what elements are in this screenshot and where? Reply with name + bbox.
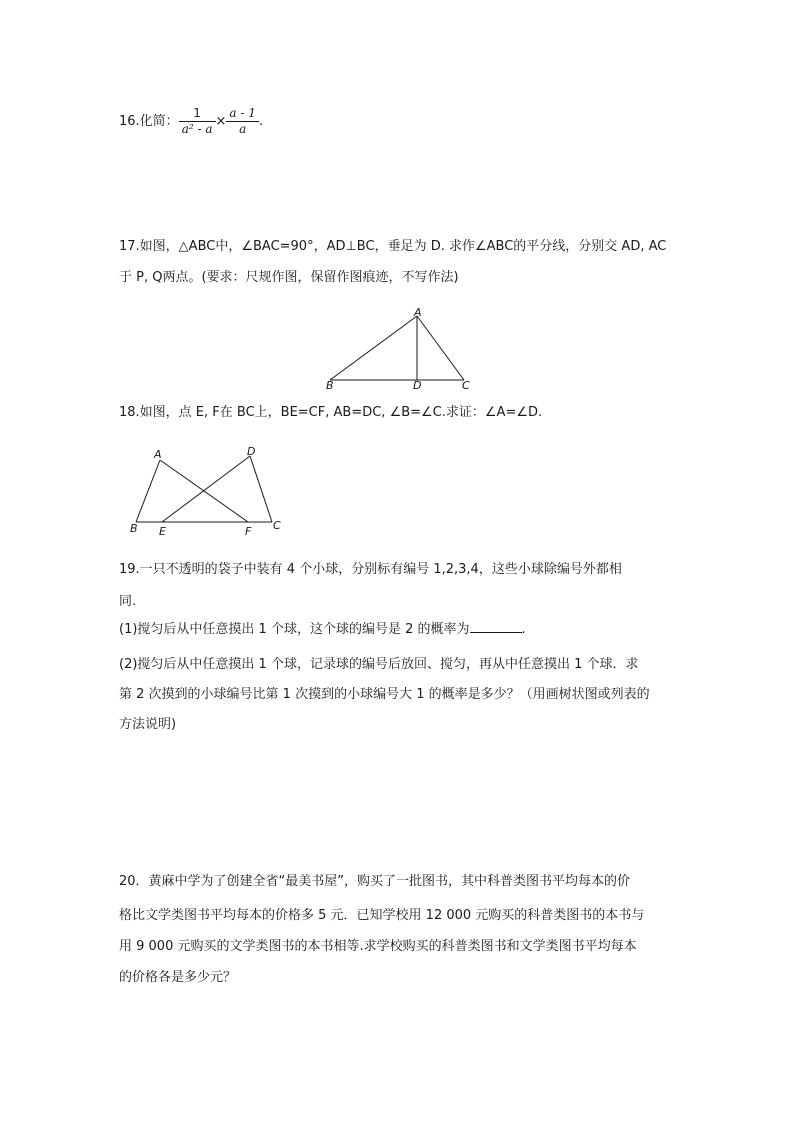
times-sign: × <box>215 114 227 129</box>
label-f: F <box>245 525 252 538</box>
question-16 <box>119 106 263 137</box>
label-b: B <box>326 379 334 390</box>
figure-18-crossed-triangles <box>126 444 286 540</box>
label-b: B <box>130 522 138 535</box>
question-20-line-1: 20．黄麻中学为了创建全省“最美书屋”，购买了一批图书，其中科普类图书平均每本的价 <box>119 874 631 889</box>
fraction-1-denominator: a² - a <box>181 122 213 136</box>
label-a: A <box>154 448 162 461</box>
fraction-2-numerator: a - 1 <box>226 106 258 122</box>
side-ac <box>417 316 464 380</box>
question-20-line-2: 格比文学类图书平均每本的价格多 5 元．已知学校用 12 000 元购买的科普类图书的本书与 <box>119 908 645 923</box>
fraction-1-numerator: 1 <box>179 106 216 122</box>
label-e: E <box>159 525 166 538</box>
q16-prefix: 16.化简： <box>119 114 179 129</box>
segment-de <box>162 456 250 522</box>
answer-blank <box>470 620 522 633</box>
question-19-part-1 <box>119 620 526 640</box>
label-c: C <box>273 519 281 532</box>
question-19-line-1: 19.一只不透明的袋子中装有 4 个小球，分别标有编号 1,2,3,4，这些小球除编号外都相 <box>119 562 622 577</box>
label-c: C <box>462 379 470 390</box>
question-19-line-2: 同. <box>119 594 137 609</box>
fraction-2 <box>226 106 258 137</box>
label-d: D <box>247 445 256 458</box>
fraction-2-denominator: a <box>239 122 247 136</box>
label-a: A <box>414 306 422 319</box>
part-1-period: . <box>521 622 526 637</box>
question-20-line-3: 用 9 000 元购买的文学类图书的本书相等.求学校购买的科普类图书和文学类图书平均每本 <box>119 939 637 954</box>
figure-17-triangle <box>320 304 480 390</box>
side-ab <box>330 316 417 380</box>
segment-ab <box>136 460 160 522</box>
question-19-part-2-line-2: 第 2 次摸到的小球编号比第 1 次摸到的小球编号大 1 的概率是多少？（用画树状图或列表的 <box>119 687 650 702</box>
part-1-text: (1)搅匀后从中任意摸出 1 个球，这个球的编号是 2 的概率为 <box>119 622 470 637</box>
label-d: D <box>413 379 422 390</box>
question-17-line-1: 17.如图，△ABC中，∠BAC=90°，AD⊥BC，垂足为 D. 求作∠ABC的平分线，分别交 AD, AC <box>119 239 667 254</box>
segment-dc <box>250 456 272 522</box>
fraction-1 <box>179 106 216 137</box>
question-19-part-2-line-1: (2)搅匀后从中任意摸出 1 个球，记录球的编号后放回、搅匀，再从中任意摸出 1 个球．求 <box>119 657 639 672</box>
question-17-line-2: 于 P, Q两点。(要求：尺规作图，保留作图痕迹，不写作法) <box>119 270 459 285</box>
question-20-line-4: 的价格各是多少元？ <box>119 970 237 985</box>
question-18: 18.如图，点 E, F在 BC上，BE=CF, AB=DC, ∠B=∠C.求证：∠A=∠D. <box>119 405 543 420</box>
q16-suffix: . <box>258 114 264 129</box>
question-19-part-2-line-3: 方法说明) <box>119 717 177 732</box>
